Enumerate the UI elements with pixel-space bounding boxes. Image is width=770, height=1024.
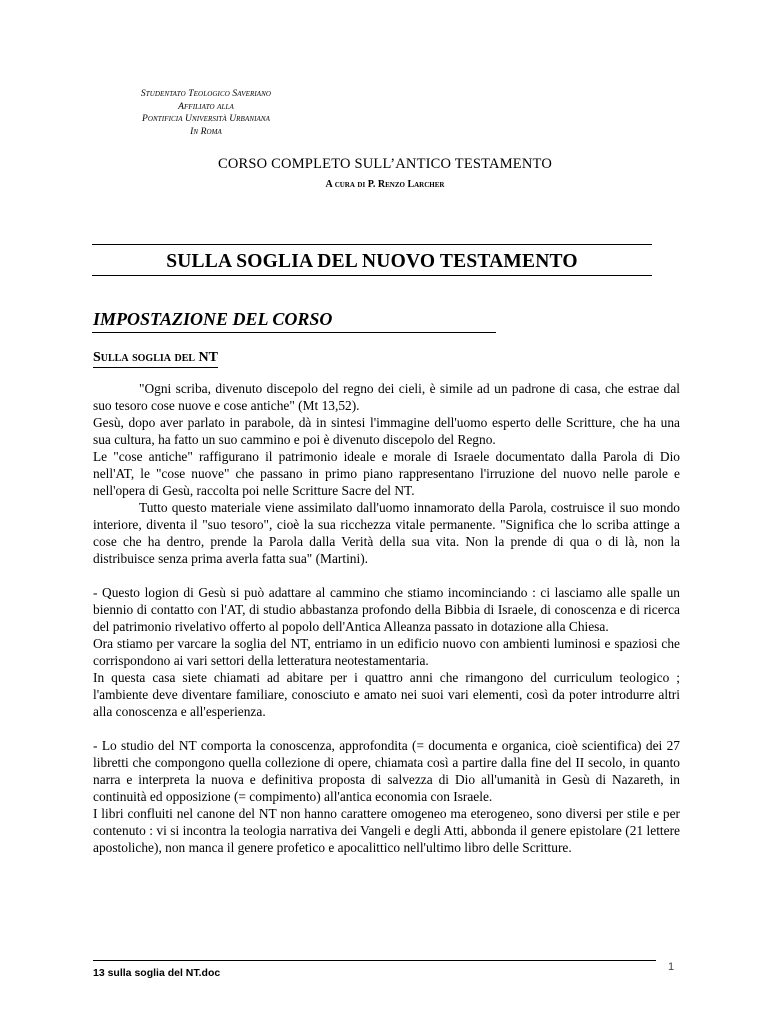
paragraph: - Questo logion di Gesù si può adattare al cammino che stiamo incominciando : ci lasciamo alle spalle un biennio di contatto con l'AT, di studio abbastanza profondo della Bibbia di Israele, di conoscenza e di ricerca del patrimonio rivelativo offerto al popolo dell'Antica Alleanza passato in dotazione alla Chiesa.	[93, 585, 680, 634]
main-title: SULLA SOGLIA DEL NUOVO TESTAMENTO	[166, 251, 578, 272]
paragraph: Le "cose antiche" raffigurano il patrimonio ideale e morale di Israele documentato dalla Parola di Dio nell'AT, le "cose nuove" che passano in primo piano rappresentano l'irruzione del nuovo nelle parole e nell'opera di Gesù, raccolta poi nelle Scritture Sacre del NT.	[93, 449, 680, 498]
paragraph: Tutto questo materiale viene assimilato dall'uomo innamorato della Parola, costruisce il suo mondo interiore, diventa il "suo tesoro", cioè la sua ricchezza vitale permanente. "Significa che lo scriba attinge a cose che ha dentro, prende la Parola dalla Verità della sua vita. Non la prende di qua o di là, non la distribuisce senza prima averla fatta sua" (Martini).	[93, 500, 680, 566]
paragraph: "Ogni scriba, divenuto discepolo del regno dei cieli, è simile ad un padrone di casa, che estrae dal suo tesoro cose nuove e cose antiche" (Mt 13,52).	[93, 381, 680, 413]
course-title: CORSO COMPLETO SULL’ANTICO TESTAMENTO	[218, 156, 552, 172]
institution-block	[108, 88, 304, 138]
institution-line: In Roma	[190, 126, 222, 137]
institution-line: Pontificia Università Urbaniana	[141, 114, 271, 124]
paragraph: I libri confluiti nel canone del NT non hanno carattere omogeneo ma eterogeneo, sono diversi per stile e per contenuto : vi si incontra la teologia narrativa dei Vangeli e degli Atti, abbonda il genere epistolare (21 lettere apostoliche), non manca il genere profetico e apocalittico nell'ultimo libro delle Scritture.	[93, 806, 680, 855]
paragraph: - Lo studio del NT comporta la conoscenza, approfondita (= documenta e organica, cioè scientifica) dei 27 libretti che compongono quella collezione di opere, chiamata così a partire dalla fine del II secolo, in quanto narra e interpreta la nuova e definitiva proposta di salvezza di Dio all'umanità in Gesù di Nazareth, in continuità ed opposizione (= compimento) all'antica economia con Israele.	[93, 738, 680, 804]
body-text	[93, 380, 680, 856]
footer-rule	[93, 960, 656, 961]
title-top-rule	[92, 244, 652, 245]
paragraph: Ora stiamo per varcare la soglia del NT, entriamo in un edificio nuovo con ambienti luminosi e spaziosi che corrispondono ai vari settori della letteratura neotestamentaria.	[93, 636, 680, 668]
footer-filename: 13 sulla soglia del NT.doc	[93, 967, 221, 979]
paragraph-gap	[93, 567, 680, 584]
section-title: IMPOSTAZIONE DEL CORSO	[93, 309, 333, 329]
title-bottom-rule	[92, 275, 652, 276]
paragraph: In questa casa siete chiamati ad abitare per i quattro anni che rimangono del curriculum teologico ; l'ambiente deve diventare familiare, conosciuto e amato nei suoi vari elementi, così da poter introdurre altri alla conoscenza e all'esperienza.	[93, 670, 680, 719]
section-title-rule	[92, 332, 496, 333]
page-number: 1	[668, 961, 675, 973]
subsection-title: Sulla soglia del NT	[93, 350, 218, 368]
institution-line: Affiliato alla	[178, 101, 234, 112]
paragraph-gap	[93, 720, 680, 737]
paragraph: Gesù, dopo aver parlato in parabole, dà in sintesi l'immagine dell'uomo esperto delle Scritture, che ha una sua cultura, ha fatto un suo cammino e poi è divenuto discepolo del Regno.	[93, 415, 680, 447]
curator-line: A cura di P. Renzo Larcher	[325, 179, 445, 190]
institution-line: Studentato Teologico Saveriano	[140, 89, 272, 99]
